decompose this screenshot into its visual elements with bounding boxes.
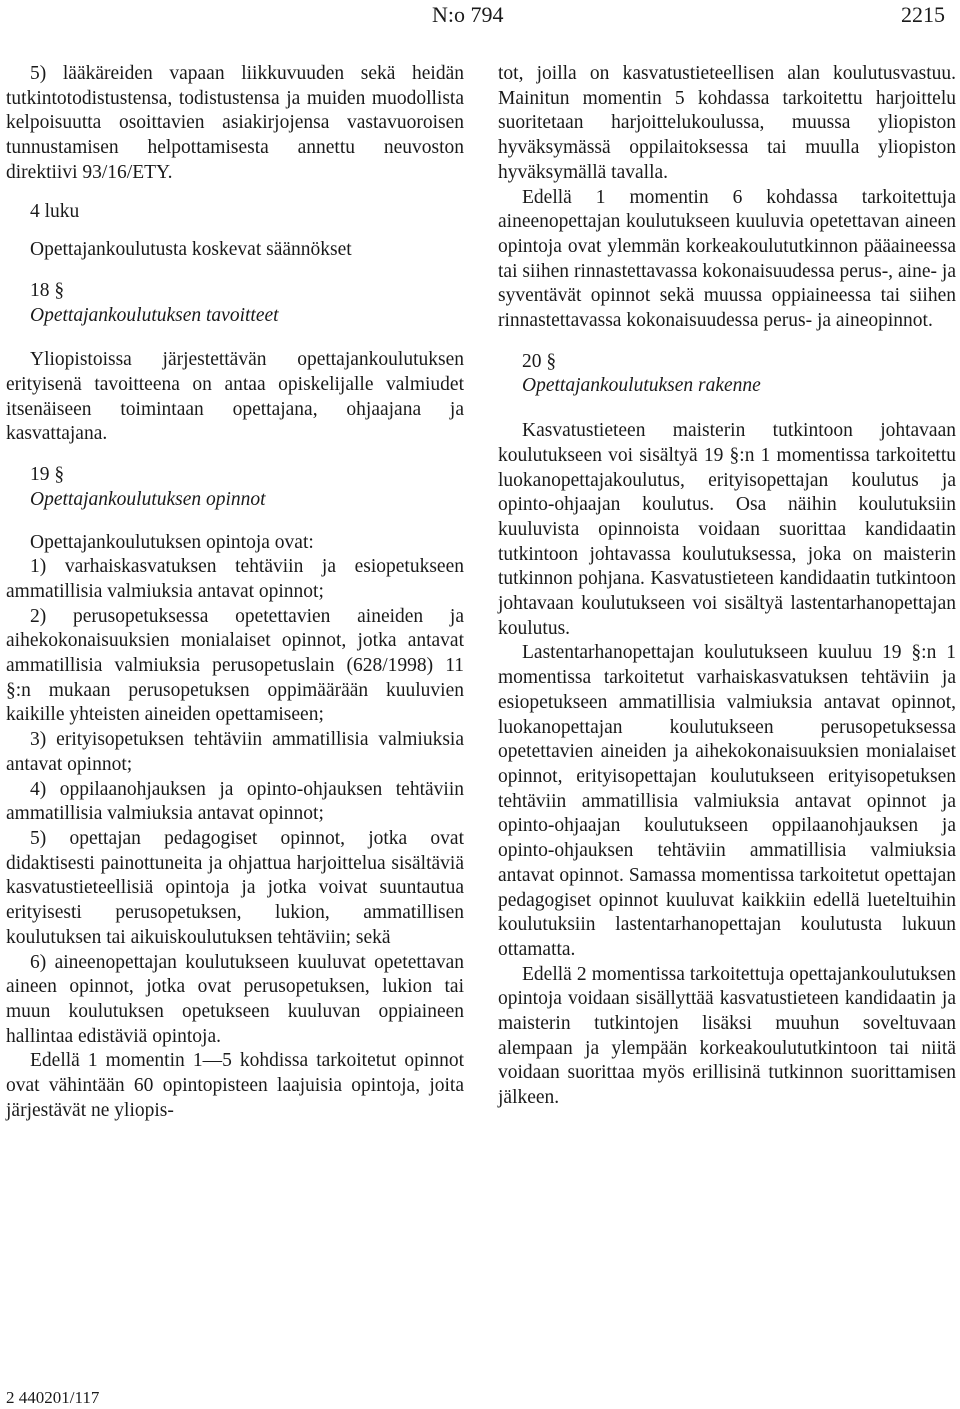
left-column — [6, 62, 464, 1123]
section-19-item-3: 3) erityisopetuksen tehtäviin ammatillisia valmiuksia antavat opinnot; — [6, 729, 464, 775]
right-column — [498, 62, 956, 1111]
section-18-number: 18 § — [30, 279, 65, 301]
section-20-paragraph-2: Lastentarhanopettajan koulutukseen kuuluu 19 §:n 1 momentissa tarkoitetut varhaiskasvatuksen tehtäviin ja esiopetukseen ammatillisia valmiuksia antavat opinnot, luokanopettajan koulutukseen perusopetuksessa opetettavien aineiden ja aihekokonaisuuksien monialaiset opinnot, erityisopettajan koulutukseen erityisopetuksen tehtäviin ammatillisia valmiuksia antavat opinnot ja opinto-ohjaajan koulutukseen oppilaanohjauksen ja opinto-ohjauksen tehtäviin ammatillisia valmiuksia antavat opinnot. Samassa momentissa tarkoitetut opettajan pedagogiset opinnot kuuluvat kaikkiin edellä lueteltuihin koulutuksiin lastentarhanopettajan koulutusta lukuun ottamatta. — [498, 642, 956, 960]
section-19-item-2: 2) perusopetuksessa opetettavien aineiden ja aihekokonaisuuksien monialaiset opinnot, jotka antavat ammatillisia valmiuksia perusopetuslain (628/1998) 11 §:n mukaan perusopetuksen oppimäärään kuuluvien kaikille yhteisten aineiden opettamiseen; — [6, 605, 464, 726]
section-20-paragraph-3: Edellä 2 momentissa tarkoitettuja opettajankoulutuksen opintoja voidaan sisällyttää kasvatustieteen kandidaatin ja maisterin tutkintojen lisäksi muuhun soveltuvaan alempaan ja ylempään korkeakoulututkintoon tai niitä voidaan suorittaa myös erillisinä tutkinnon suorittamisen jälkeen. — [498, 963, 956, 1109]
chapter-title: Opettajankoulutusta koskevat säännökset — [30, 239, 352, 261]
section-19-continuation: tot, joilla on kasvatustieteellisen alan koulutusvastuu. Mainitun momentin 5 kohdassa tarkoitettu harjoittelu suoritetaan harjoittelukoulussa, muussa yliopiston hyväksymässä oppilaitoksessa tai muulla yliopiston hyväksymällä tavalla. — [498, 63, 956, 183]
section-19-last-paragraph: Edellä 1 momentin 1—5 kohdissa tarkoitetut opinnot ovat vähintään 60 opintopisteen laajuisia opintoja, joita järjestävät ne yliopis- — [6, 1050, 464, 1121]
section-19-paragraph-3: Edellä 1 momentin 6 kohdassa tarkoitettuja aineenopettajan koulutukseen kuuluvia opetettavan aineen opintoja ovat ylemmän korkeakoulututkinnon pääaineessa tai siihen rinnastettavassa kokonaisuudessa perus-, aine- ja syventävät opinnot sekä muussa oppiaineessa tai siihen rinnastettavassa kokonaisuudessa perus- ja aineopinnot. — [498, 186, 956, 332]
print-code: 2 440201/117 — [6, 1388, 100, 1407]
statute-number: N:o 794 — [432, 2, 504, 27]
section-19-number: 19 § — [30, 464, 65, 486]
page-header — [0, 0, 960, 36]
section-19-item-5: 5) opettajan pedagogiset opinnot, jotka ovat didaktisesti painottuneita ja ohjattua harjoittelua sisältäviä kasvatustieteellisiä opintoja ja jotka voivat suuntautua erityisesti perusopetuksen, lukion, ammatillisen koulutuksen tai aikuiskoulutuksen tehtäviin; sekä — [6, 827, 464, 948]
section-20-paragraph-1: Kasvatustieteen maisterin tutkintoon johtavaan koulutukseen voi sisältyä 19 §:n 1 momentissa tarkoitettu luokanopettajakoulutus, erityisopettajan koulutus ja opinto-ohjaajan koulutus. Osa näihin koulutuksiin kuuluvista opinnoista voidaan suorittaa kandidaatin tutkintoon johtavassa koulutuksessa, joka on maisterin tutkinnon pohjana. Kasvatustieteen kandidaatin tutkintoon johtavaan koulutukseen voi sisältyä lastentarhanopettajan koulutus. — [498, 420, 956, 639]
page-number: 2215 — [901, 2, 945, 27]
section-19-item-4: 4) oppilaanohjauksen ja opinto-ohjauksen tehtäviin ammatillisia valmiuksia antavat opinnot; — [6, 778, 464, 825]
section-18-paragraph: Yliopistoissa järjestettävän opettajankoulutuksen erityisenä tavoitteena on antaa opiskelijalle valmiudet itsenäiseen toimintaan opettajana, ohjaajana ja kasvattajana. — [6, 349, 464, 445]
section-20-title: Opettajankoulutuksen rakenne — [522, 375, 761, 397]
section-18-title: Opettajankoulutuksen tavoitteet — [30, 304, 279, 326]
section-19-item-6: 6) aineenopettajan koulutukseen kuuluvat opetettavan aineen opinnot, jotka ovat perusopetuksen, lukion tai muun koulutuksen opetukseen kuuluvan oppiaineen hallintaa edistäviä opintoja. — [6, 951, 464, 1047]
chapter-number: 4 luku — [30, 200, 80, 222]
section-20-number: 20 § — [522, 350, 557, 372]
section-19-intro: Opettajankoulutuksen opintoja ovat: — [30, 531, 314, 553]
section-19-title: Opettajankoulutuksen opinnot — [30, 488, 266, 510]
section-19-item-1: 1) varhaiskasvatuksen tehtäviin ja esiopetukseen ammatillisia valmiuksia antavat opinnot; — [6, 556, 464, 602]
directive-item: 5) lääkäreiden vapaan liikkuvuuden sekä heidän tutkintotodistustensa, todistustensa ja muiden muodollista kelpoisuutta osoittavien asiakirjojensa vastavuoroisen tunnustamisen helpottamisesta annettu neuvoston direktiivi 93/16/ETY. — [6, 63, 464, 183]
